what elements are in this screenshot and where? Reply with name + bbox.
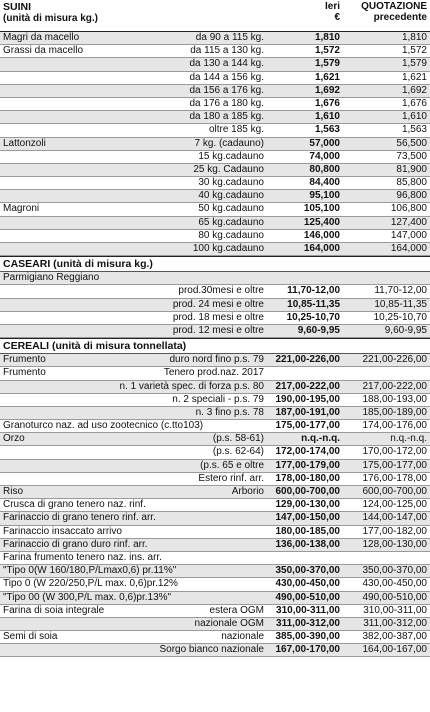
table-row [0, 631, 430, 644]
price-precedente: 221,00-226,00 [362, 354, 427, 366]
row-sublabel: Arborio [231, 486, 264, 497]
table-row [0, 499, 430, 512]
price-ieri: 385,00-390,00 [275, 631, 340, 643]
table-row [0, 217, 430, 230]
price-precedente: 1,692 [401, 84, 427, 96]
row-sublabel: (p.s. 65 e oltre [200, 459, 264, 471]
column-header-precedente [337, 1, 427, 23]
price-ieri: 430,00-450,00 [275, 578, 340, 590]
row-sublabel: da 144 a 156 kg. [189, 71, 264, 83]
table-row [0, 111, 430, 124]
row-label: Frumento [3, 367, 46, 379]
row-sublabel: 100 kg.cadauno [192, 243, 264, 254]
row-label: Parmigiano Reggiano [3, 272, 100, 284]
price-ieri: 11,70-12,00 [287, 285, 340, 297]
row-sublabel: Sorgo bianco nazionale [159, 644, 264, 656]
price-ieri: 221,00-226,00 [275, 354, 340, 366]
price-ieri: 172,00-174,00 [275, 446, 340, 458]
row-sublabel: 7 kg. (cadauno) [194, 137, 264, 149]
price-precedente: 170,00-172,00 [362, 446, 427, 458]
table-row [0, 433, 430, 446]
price-precedente: 1,610 [401, 111, 427, 123]
table-row [0, 381, 430, 394]
price-ieri: 350,00-370,00 [275, 565, 340, 577]
price-ieri: 490,00-510,00 [275, 591, 340, 603]
table-row [0, 539, 430, 552]
row-sublabel: da 130 a 144 kg. [189, 58, 264, 70]
table-row [0, 605, 430, 618]
row-sublabel: prod. 24 mesi e oltre [172, 298, 264, 310]
table-row [0, 486, 430, 499]
price-ieri: 125,400 [303, 216, 340, 228]
table-row [0, 526, 430, 539]
table-row [0, 460, 430, 473]
price-precedente: 1,572 [401, 45, 427, 57]
row-label: Grassi da macello [3, 45, 84, 57]
row-label: "Tipo 00 (W 300,P/L max. 0,6)pr.13%" [3, 591, 172, 603]
price-precedente: 176,00-178,00 [362, 472, 427, 484]
row-sublabel: da 180 a 185 kg. [189, 111, 264, 123]
column-header-ieri [280, 1, 340, 23]
caseari-table [0, 272, 430, 338]
table-row [0, 164, 430, 177]
row-label: Farina frumento tenero naz. ins. arr. [3, 551, 162, 563]
price-ieri: 190,00-195,00 [275, 393, 340, 405]
price-precedente: 1,621 [401, 71, 427, 83]
row-label: Orzo [3, 433, 25, 445]
table-row [0, 85, 430, 98]
price-precedente: 490,00-510,00 [362, 591, 427, 603]
row-label: Farinaccio di grano tenero rinf. arr. [3, 512, 156, 524]
row-sublabel: 15 kg.cadauno [198, 150, 264, 162]
price-precedente: 185,00-189,00 [362, 406, 427, 418]
price-precedente: 81,900 [396, 163, 427, 175]
cereali-table [0, 354, 430, 657]
row-sublabel: (p.s. 62-64) [212, 446, 264, 458]
price-precedente: 310,00-311,00 [363, 604, 427, 616]
row-sublabel: da 176 a 180 kg. [189, 97, 264, 109]
price-precedente: 164,000 [390, 243, 427, 254]
row-sublabel: 30 kg.cadauno [198, 177, 264, 189]
row-sublabel: 40 kg.cadauno [198, 190, 264, 202]
price-precedente: 164,00-167,00 [362, 644, 427, 656]
price-precedente: 217,00-222,00 [362, 380, 427, 392]
table-row [0, 138, 430, 151]
section-unit-suini: (unità di misura kg.) [3, 13, 99, 24]
price-precedente: 188,00-193,00 [362, 393, 427, 405]
table-row [0, 45, 430, 58]
row-sublabel: nazionale [221, 631, 264, 643]
price-precedente: 1,579 [401, 58, 427, 70]
suini-table [0, 32, 430, 256]
section-title-cereali: CEREALI (unità di misura tonnellata) [0, 338, 430, 354]
price-ieri: 311,00-312,00 [276, 617, 340, 629]
price-precedente: 430,00-450,00 [362, 578, 427, 590]
price-precedente: 96,800 [396, 190, 427, 202]
row-sublabel: Tenero prod.naz. 2017 [163, 367, 264, 379]
table-row [0, 243, 430, 256]
price-ieri: 178,00-180,00 [275, 472, 340, 484]
price-ieri: n.q.-n.q. [301, 433, 340, 445]
section-title-caseari: CASEARI (unità di misura kg.) [0, 256, 430, 272]
row-label: Riso [3, 486, 24, 497]
price-ieri: 187,00-191,00 [275, 406, 340, 418]
table-row [0, 325, 430, 338]
row-sublabel: da 115 a 130 kg. [190, 45, 264, 57]
table-row [0, 190, 430, 203]
table-row [0, 420, 430, 433]
row-sublabel: prod.30mesi e oltre [178, 285, 264, 297]
price-ieri: 10,85-11,35 [287, 298, 340, 310]
price-ieri: 310,00-311,00 [276, 604, 340, 616]
price-precedente: 1,676 [401, 97, 427, 109]
price-ieri: 1,621 [314, 71, 340, 83]
row-label: Granoturco naz. ad uso zootecnico (c.tto103) [3, 420, 204, 432]
row-sublabel: Estero rinf. arr. [198, 472, 264, 484]
row-sublabel: n. 1 varietà spec. di forza p.s. 80 [119, 380, 264, 392]
table-row [0, 354, 430, 367]
price-ieri: 217,00-222,00 [275, 380, 340, 392]
price-ieri: 1,563 [314, 124, 340, 136]
table-row [0, 299, 430, 312]
table-row [0, 272, 430, 285]
table-row [0, 592, 430, 605]
table-row [0, 565, 430, 578]
table-row [0, 407, 430, 420]
price-precedente: 600,00-700,00 [362, 486, 427, 497]
price-ieri: 1,810 [314, 32, 340, 43]
row-sublabel: 80 kg.cadauno [198, 229, 264, 241]
price-ieri: 177,00-179,00 [275, 459, 340, 471]
price-precedente: 382,00-387,00 [362, 631, 427, 643]
table-row [0, 367, 430, 380]
table-row [0, 203, 430, 216]
row-sublabel: da 90 a 115 kg. [195, 32, 264, 43]
table-row [0, 58, 430, 71]
row-sublabel: da 156 a 176 kg. [189, 84, 264, 96]
price-precedente: 73,500 [396, 150, 427, 162]
table-row [0, 312, 430, 325]
price-ieri: 129,00-130,00 [275, 499, 340, 511]
price-precedente: 10,85-11,35 [374, 298, 427, 310]
row-label: Lattonzoli [3, 137, 46, 149]
price-ieri: 9,60-9,95 [297, 324, 340, 336]
price-precedente: 56,500 [396, 137, 427, 149]
price-precedente: 10,25-10,70 [373, 311, 427, 323]
price-ieri: 10,25-10,70 [286, 311, 340, 323]
table-row [0, 644, 430, 657]
row-sublabel: 50 kg.cadauno [198, 203, 264, 215]
price-precedente: 1,810 [401, 32, 427, 43]
price-precedente: 350,00-370,00 [362, 565, 427, 577]
column-header-ieri-currency: € [334, 12, 340, 23]
row-sublabel: prod. 18 mesi e oltre [172, 311, 264, 323]
row-label: Farina di soia integrale [3, 604, 105, 616]
row-sublabel: n. 3 fino p.s. 78 [195, 406, 264, 418]
price-precedente: 106,800 [390, 203, 427, 215]
table-row [0, 72, 430, 85]
row-sublabel: 25 kg. Cadauno [193, 163, 264, 175]
price-ieri: 74,000 [309, 150, 340, 162]
table-row [0, 230, 430, 243]
price-ieri: 175,00-177,00 [275, 420, 340, 432]
table-row [0, 394, 430, 407]
table-row [0, 32, 430, 45]
price-precedente: 9,60-9,95 [384, 324, 427, 336]
price-ieri: 1,610 [314, 111, 340, 123]
price-ieri: 95,100 [309, 190, 340, 202]
row-label: Farinaccio insaccato arrivo [3, 525, 122, 537]
price-precedente: 147,000 [390, 229, 427, 241]
price-ieri: 1,572 [314, 45, 340, 57]
price-ieri: 105,100 [303, 203, 340, 215]
table-row [0, 124, 430, 137]
price-precedente: 144,00-147,00 [362, 512, 427, 524]
table-row [0, 618, 430, 631]
price-ieri: 136,00-138,00 [275, 538, 340, 550]
price-precedente: 124,00-125,00 [362, 499, 427, 511]
row-sublabel: duro nord fino p.s. 79 [169, 354, 264, 366]
table-row [0, 446, 430, 459]
price-ieri: 167,00-170,00 [275, 644, 340, 656]
price-precedente: 85,800 [396, 177, 427, 189]
column-header-ieri-label: Ieri [324, 1, 340, 12]
row-label: Magri da macello [3, 32, 80, 43]
section-title-suini: SUINI [3, 1, 32, 13]
price-precedente: 177,00-182,00 [362, 525, 427, 537]
row-sublabel: estera OGM [209, 604, 264, 616]
row-label: Tipo 0 (W 220/250,P/L max. 0,6)pr.12% [3, 578, 178, 590]
price-ieri: 80,800 [309, 163, 340, 175]
table-row [0, 512, 430, 525]
table-row [0, 473, 430, 486]
row-label: Crusca di grano tenero naz. rinf. [3, 499, 146, 511]
price-ieri: 1,692 [314, 84, 340, 96]
column-header-precedente-sub: precedente [373, 12, 427, 23]
row-label: Magroni [3, 203, 40, 215]
price-ieri: 600,00-700,00 [275, 486, 340, 497]
row-sublabel: 65 kg.cadauno [198, 216, 264, 228]
table-row [0, 98, 430, 111]
price-ieri: 147,00-150,00 [275, 512, 340, 524]
column-header-precedente-label: QUOTAZIONE [361, 1, 427, 12]
row-label: Semi di soia [3, 631, 58, 643]
table-row [0, 552, 430, 565]
table-row [0, 578, 430, 591]
row-label: Farinaccio di grano duro rinf. arr. [3, 538, 148, 550]
table-row [0, 285, 430, 298]
price-precedente: 174,00-176,00 [362, 420, 427, 432]
row-sublabel: (p.s. 58-61) [212, 433, 264, 445]
price-ieri: 180,00-185,00 [275, 525, 340, 537]
table-row [0, 177, 430, 190]
price-precedente: 127,400 [390, 216, 427, 228]
price-ieri: 57,000 [309, 137, 340, 149]
price-ieri: 164,000 [303, 243, 340, 254]
row-sublabel: oltre 185 kg. [208, 124, 264, 136]
row-sublabel: nazionale OGM [194, 617, 264, 629]
price-ieri: 1,676 [314, 97, 340, 109]
table-row [0, 151, 430, 164]
row-sublabel: prod. 12 mesi e oltre [172, 324, 264, 336]
price-precedente: 11,70-12,00 [374, 285, 427, 297]
table-header [0, 0, 430, 32]
row-label: Frumento [3, 354, 46, 366]
price-ieri: 84,400 [309, 177, 340, 189]
price-precedente: 175,00-177,00 [362, 459, 427, 471]
price-precedente: 311,00-312,00 [363, 617, 427, 629]
price-ieri: 146,000 [303, 229, 340, 241]
row-sublabel: n. 2 speciali - p.s. 79 [172, 393, 264, 405]
price-precedente: 128,00-130,00 [362, 538, 427, 550]
row-label: "Tipo 0(W 160/180,P/Lmax0,6) pr.11%" [3, 565, 177, 577]
price-precedente: n.q.-n.q. [390, 433, 427, 445]
price-precedente: 1,563 [401, 124, 427, 136]
price-ieri: 1,579 [314, 58, 340, 70]
